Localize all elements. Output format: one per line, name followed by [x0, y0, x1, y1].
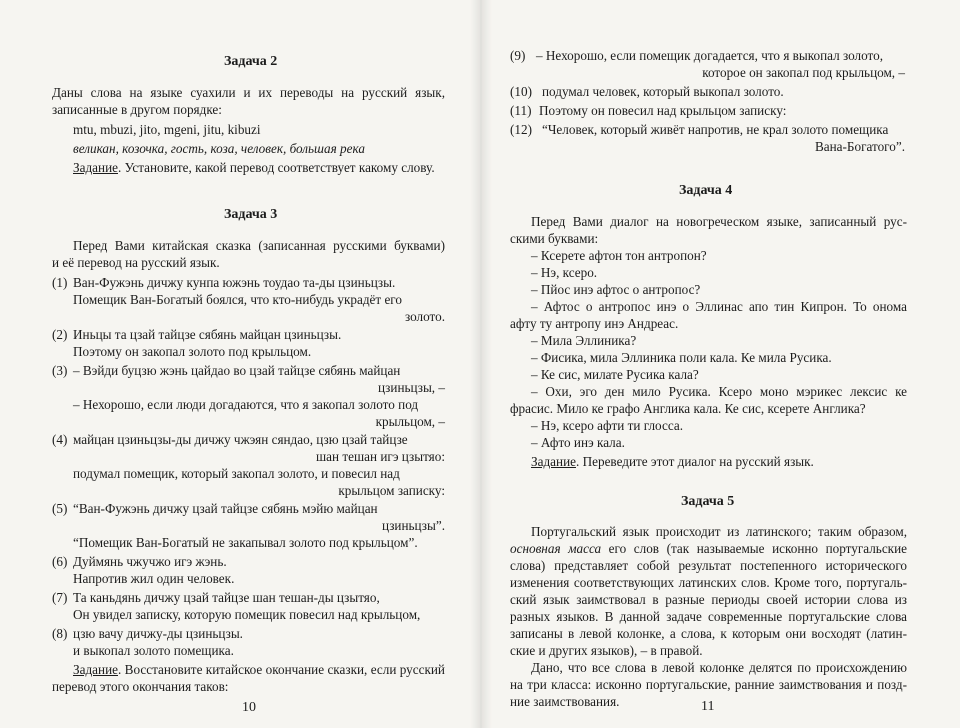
task5-para1-line3: слова) представляет собой результат постепенного исторического — [510, 558, 907, 573]
page-number-left: 10 — [242, 700, 256, 715]
item-number-5: (5) — [52, 501, 68, 516]
item-number-7: (7) — [52, 590, 68, 605]
task2-assignment-label: Задание — [73, 160, 118, 175]
item-5-chinese-line2: цзиньцзы”. — [382, 518, 445, 533]
task3-assignment-label: Задание — [73, 662, 118, 677]
task2-title: Задача 2 — [224, 54, 278, 69]
item-number-10: (10) — [510, 84, 532, 99]
page-number-right: 11 — [701, 699, 715, 714]
task5-para2-line1: Дано, что все слова в левой колонке делятся по происхождению — [531, 660, 907, 675]
item-3-chinese-line1: – Вэйди буцзю жэнь цайдао во цзай тайцзе сябянь майцан — [73, 363, 401, 378]
item-1-russian-line1: Помещик Ван-Богатый боялся, что кто-нибудь украдёт его — [73, 292, 402, 307]
task5-para1-line4: изменения соответствующих латинских слов. Кроме того, португаль- — [510, 575, 907, 590]
item-8-russian: и выкопал золото помещика. — [73, 643, 234, 658]
task2-assignment-text: . Установите, какой перевод соответствует какому слову. — [118, 160, 435, 175]
dialog-line-5: – Мила Эллиника? — [531, 333, 637, 348]
task5-para2-line3: ние заимствования. — [510, 694, 620, 709]
task4-assignment-label: Задание — [531, 454, 576, 469]
dialog-line-7: – Ке сис, милате Русика кала? — [531, 367, 699, 382]
item-4-russian-line2: крыльцом записку: — [338, 483, 445, 498]
item-number-11: (11) — [510, 103, 532, 118]
item-4-chinese-line2: шан тешан игэ цзытяо: — [316, 449, 445, 464]
task5-para1-line1: Португальский язык происходит из латинского; таким образом, — [531, 524, 907, 539]
task2-assignment — [73, 159, 435, 176]
item-number-12: (12) — [510, 122, 532, 137]
task5-para1-line2 — [510, 540, 907, 557]
item-number-6: (6) — [52, 554, 68, 569]
task5-para1-line2-rest: его слов (так называемые исконно португальские — [601, 541, 907, 556]
item-number-3: (3) — [52, 363, 68, 378]
dialog-line-1: – Ксерете афтон тон антропон? — [531, 248, 707, 263]
task2-swahili-words: mtu, mbuzi, jito, mgeni, jitu, kibuzi — [73, 122, 261, 137]
dialog-line-8a: – Охи, эго ден мило Русика. Ксеро моно мэрикес лексис ке — [531, 384, 907, 399]
item-number-2: (2) — [52, 327, 68, 342]
item-6-russian: Напротив жил один человек. — [73, 571, 235, 586]
dialog-line-3: – Пйос инэ афтос о антропос? — [531, 282, 701, 297]
item-number-1: (1) — [52, 275, 68, 290]
item-3-russian-line1: – Нехорошо, если люди догадаются, что я закопал золото под — [73, 397, 419, 412]
item-1-russian-line2: золото. — [404, 309, 445, 324]
task5-para2-line2: на три класса: исконно португальские, ранние заимствования и позд- — [510, 677, 907, 692]
item-9-line1: – Нехорошо, если помещик догадается, что я выкопал золото, — [536, 48, 884, 63]
task5-para1-line7: записаны в левой колонке, а слова, к которым они восходят (латин- — [510, 626, 907, 641]
item-7-chinese: Та каньдянь дичжу цзай тайцзе шан тешан-ды цзытяо, — [73, 590, 380, 605]
task5-title: Задача 5 — [681, 494, 735, 509]
task2-para-line2: записанные в другом порядке: — [52, 102, 222, 117]
item-2-russian: Поэтому он закопал золото под крыльцом. — [73, 344, 312, 359]
task3-title: Задача 3 — [224, 207, 278, 222]
item-8-chinese: цзю вачу дичжу-ды цзиньцзы. — [73, 626, 243, 641]
item-12-line2: Вана-Богатого”. — [814, 139, 905, 154]
task5-para1-line8: ские и других языков), – в правой. — [510, 643, 703, 658]
right-page — [480, 0, 960, 728]
item-5-chinese-line1: “Ван-Фужэнь дичжу цзай тайцзе сябянь мэйю майцан — [73, 501, 378, 516]
task2-para-line1: Даны слова на языке суахили и их переводы на русский язык, — [52, 85, 445, 100]
task3-intro-line2: и её перевод на русский язык. — [52, 255, 220, 270]
task5-para1-line6: разных языков. В данной задаче современные португальские слова — [510, 609, 907, 624]
item-3-russian-line2: крыльцом, – — [375, 414, 445, 429]
item-number-9: (9) — [510, 48, 526, 63]
task3-assignment-line1 — [52, 661, 445, 678]
item-number-8: (8) — [52, 626, 68, 641]
task3-assignment-text: . Восстановите китайское окончание сказки, если русский — [118, 662, 445, 677]
item-1-chinese: Ван-Фужэнь дичжу кунпа южэнь тоудао та-ды цзиньцзы. — [73, 275, 396, 290]
task4-assignment-text: . Переведите этот диалог на русский язык. — [576, 454, 814, 469]
item-5-russian: “Помещик Ван-Богатый не закапывал золото под крыльцом”. — [73, 535, 418, 550]
task5-para1-line5: ский язык заимствовал в разные периоды своей истории слова из — [510, 592, 907, 607]
task5-emphasis: основная масса — [510, 541, 602, 556]
task3-intro-line1: Перед Вами китайская сказка (записанная русскими буквами) — [73, 238, 445, 253]
dialog-line-10: – Афто инэ кала. — [531, 435, 625, 450]
item-7-russian: Он увидел записку, которую помещик повесил над крыльцом, — [73, 607, 421, 622]
item-11-text: Поэтому он повесил над крыльцом записку: — [539, 103, 787, 118]
task4-intro-line1: Перед Вами диалог на новогреческом языке, записанный рус- — [531, 214, 907, 229]
task2-russian-translations: великан, козочка, гость, коза, человек, большая река — [73, 141, 365, 156]
item-number-4: (4) — [52, 432, 68, 447]
dialog-line-9: – Нэ, ксеро афти ти глосса. — [531, 418, 683, 433]
dialog-line-4b: афту ту антропу инэ Андреас. — [510, 316, 679, 331]
task4-title: Задача 4 — [679, 183, 733, 198]
task4-intro-line2: скими буквами: — [510, 231, 599, 246]
dialog-line-4a: – Афтос о антропос инэ о Эллинас апо тин Кипрон. То онома — [531, 299, 907, 314]
dialog-line-8b: фрасис. Мило ке графо Англика кала. Ке сис, ксерете Англика? — [510, 401, 866, 416]
dialog-line-2: – Нэ, ксеро. — [531, 265, 598, 280]
task3-assignment-line2: перевод этого окончания таков: — [52, 679, 229, 694]
dialog-line-6: – Фисика, мила Эллиника поли кала. Ке мила Русика. — [531, 350, 832, 365]
item-4-chinese-line1: майцан цзиньцзы-ды дичжу чжэян сяндао, цзю цзай тайцзе — [73, 432, 408, 447]
item-10-text: подумал человек, который выкопал золото. — [542, 84, 784, 99]
item-2-chinese: Иньцы та цзай тайцзе сябянь майцан цзиньцзы. — [73, 327, 342, 342]
task4-assignment — [531, 453, 814, 470]
item-9-line2: которое он закопал под крыльцом, – — [702, 65, 905, 80]
item-4-russian-line1: подумал помещик, который закопал золото, и повесил над — [73, 466, 400, 481]
item-3-chinese-line2: цзиньцзы, – — [377, 380, 445, 395]
item-12-line1: “Человек, который живёт напротив, не крал золото помещика — [542, 122, 889, 137]
item-6-chinese: Дуймянь чжучжо игэ жэнь. — [73, 554, 227, 569]
